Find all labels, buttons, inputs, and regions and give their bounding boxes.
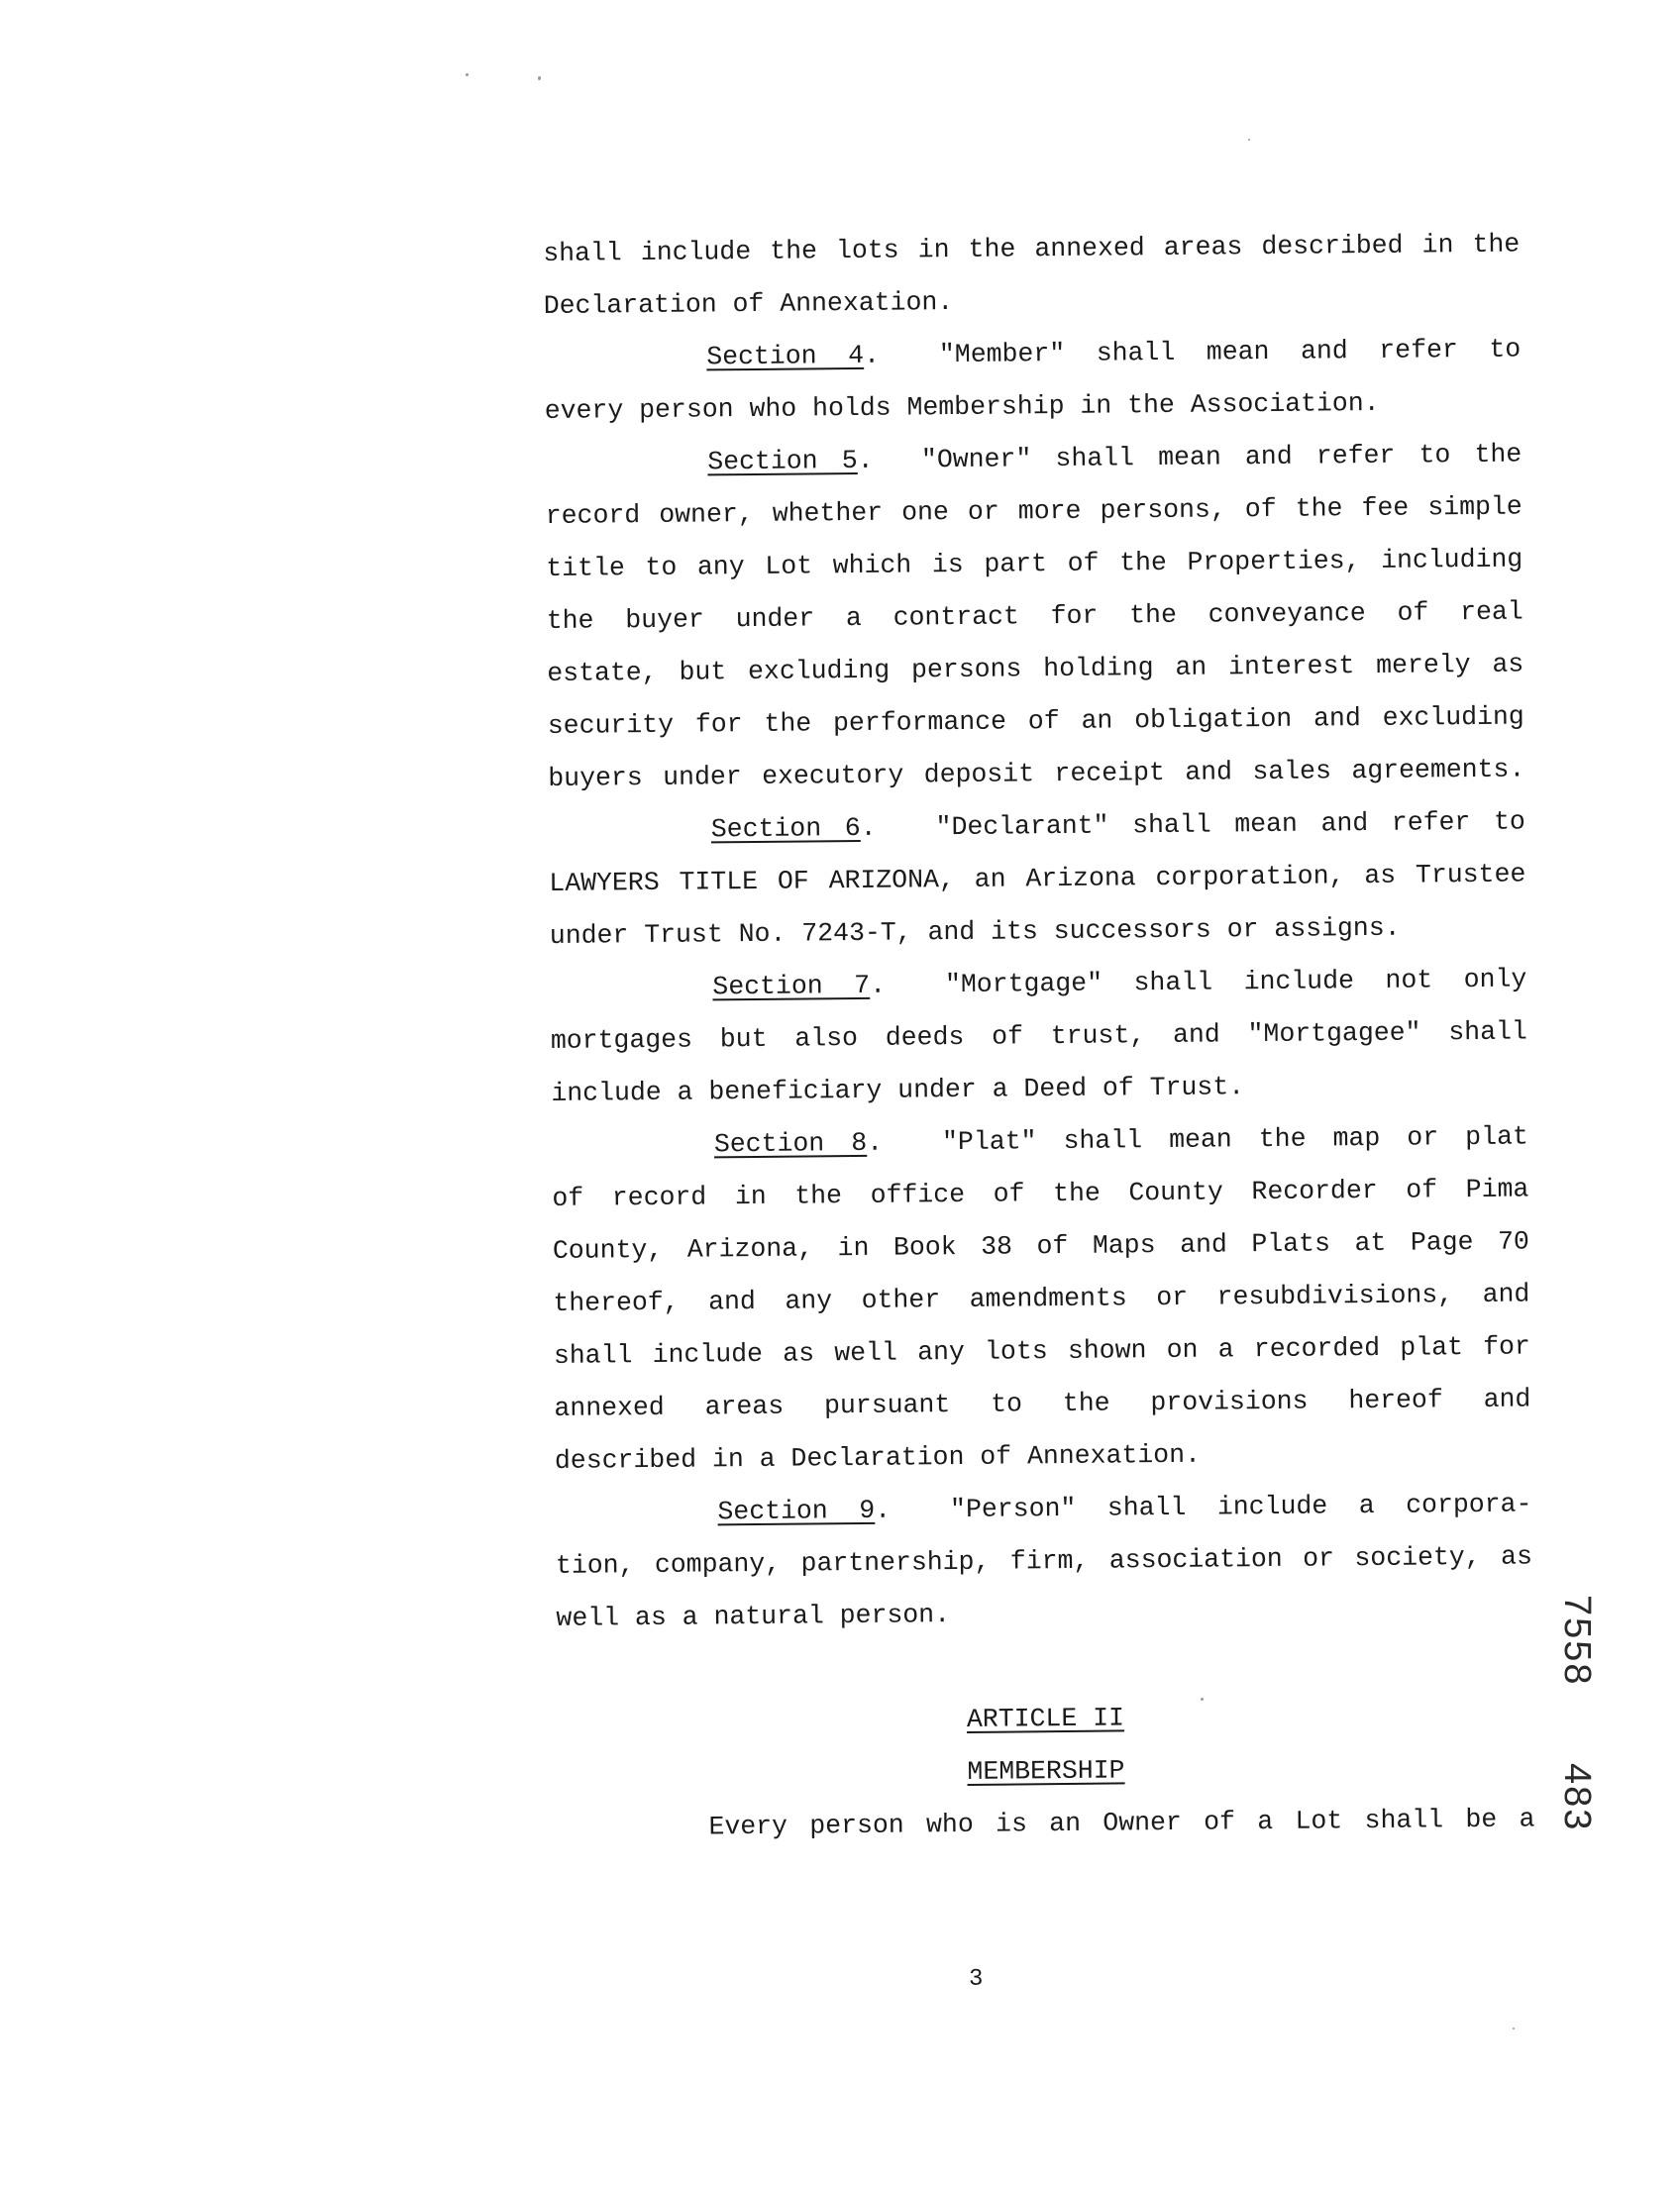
- section-label: Section 8: [713, 1127, 868, 1160]
- text-line: of record in the office of the County Recorder of Pima: [552, 1174, 1529, 1213]
- text-line: shall include as well any lots shown on a recorded plat for: [553, 1331, 1531, 1371]
- section-lead-line: Section 6. "Declarant" shall mean and refer to: [710, 806, 1525, 845]
- recording-page-number: 483: [1556, 1763, 1598, 1832]
- scan-speck: [538, 76, 541, 80]
- section-lead: "Declarant" shall mean and refer to: [935, 806, 1525, 843]
- text-line: record owner, whether one or more persons, of the fee simple: [545, 491, 1522, 531]
- section-label: Section 9: [717, 1495, 876, 1527]
- section-lead: "Member" shall mean and refer to: [938, 334, 1522, 370]
- section-label: Section 6: [710, 812, 861, 845]
- section-lead-line: Section 8. "Plat" shall mean the map or plat: [713, 1121, 1528, 1160]
- section-8: [552, 1110, 1532, 1487]
- body-text: [543, 219, 1535, 1855]
- text-line: title to any Lot which is part of the Properties, including: [546, 544, 1523, 583]
- section-6: [549, 796, 1526, 963]
- text-line: LAWYERS TITLE OF ARIZONA, an Arizona corporation, as Trustee: [549, 859, 1526, 898]
- text-line: mortgages but also deeds of trust, and "Mortgagee" shall: [550, 1016, 1527, 1056]
- text-line: Every person who is an Owner of a Lot shall be a: [708, 1804, 1535, 1842]
- section-label: Section 4: [706, 340, 865, 372]
- text-line: annexed areas pursuant to the provisions hereof and: [554, 1384, 1531, 1423]
- section-lead-line: Section 7. "Mortgage" shall include not only: [712, 964, 1527, 1002]
- recording-book-number: 7558: [1556, 1595, 1598, 1687]
- continued-paragraph: [543, 219, 1521, 333]
- text-line: under Trust No. 7243-T, and its successors or assigns.: [549, 912, 1401, 951]
- section-4: [544, 324, 1522, 438]
- scan-speck: [1248, 139, 1250, 141]
- text-line: thereof, and any other amendments or resubdivisions, and: [553, 1279, 1530, 1318]
- section-lead-line: Section 5. "Owner" shall mean and refer to the: [707, 439, 1522, 477]
- scan-speck: [466, 73, 469, 76]
- text-line: every person who holds Membership in the Association.: [544, 387, 1380, 426]
- section-7: [550, 954, 1527, 1120]
- text-line: County, Arizona, in Book 38 of Maps and Plats at Page 70: [552, 1226, 1530, 1266]
- section-label: Section 5: [707, 445, 858, 477]
- text-line: described in a Declaration of Annexation.: [554, 1439, 1202, 1476]
- scan-speck: [1513, 2028, 1515, 2030]
- text-line: well as a natural person.: [556, 1600, 951, 1633]
- section-lead-line: Section 9. "Person" shall include a corpora-: [717, 1489, 1532, 1527]
- text-line: Declaration of Annexation.: [543, 287, 954, 321]
- page-number: 3: [969, 1966, 984, 1993]
- section-lead: "Mortgage" shall include not only: [944, 964, 1527, 1000]
- section-lead-line: Section 4. "Member" shall mean and refer to: [706, 334, 1522, 372]
- text-line: buyers under executory deposit receipt and sales agreements.: [548, 754, 1525, 793]
- section-label: Section 7: [712, 970, 871, 1002]
- text-line: include a beneficiary under a Deed of Trust.: [551, 1072, 1245, 1108]
- text-line: estate, but excluding persons holding an interest merely as: [547, 649, 1524, 688]
- text-line: tion, company, partnership, firm, association or society, as: [555, 1541, 1533, 1581]
- section-lead: "Plat" shall mean the map or plat: [941, 1121, 1528, 1158]
- section-lead: "Person" shall include a corpora-: [949, 1489, 1532, 1525]
- text-line: security for the performance of an obligation and excluding: [547, 701, 1524, 741]
- text-line: the buyer under a contract for the conveyance of real: [546, 596, 1523, 636]
- section-lead: "Owner" shall mean and refer to the: [920, 439, 1522, 475]
- article-title: MEMBERSHIP: [967, 1755, 1125, 1787]
- section-9: [555, 1478, 1532, 1644]
- article-number: ARTICLE II: [966, 1703, 1125, 1734]
- text-line: shall include the lots in the annexed areas described in the: [543, 229, 1521, 268]
- section-5: [545, 429, 1525, 805]
- article-paragraph: [558, 1793, 1534, 1854]
